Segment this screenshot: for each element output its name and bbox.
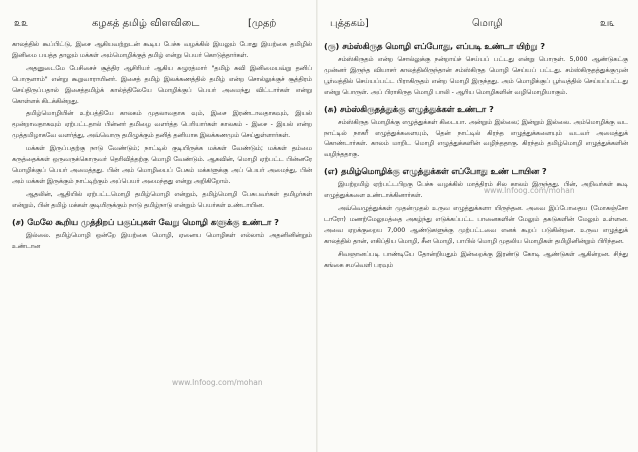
left-running-title: கழகத் தமிழ் விளவிடை [92, 18, 200, 29]
question-text: சம்ஸ்கிருத மொழி எப்போது, எப்படி உண்டா யிற்று ? [342, 41, 546, 51]
question-number: (ரு) [324, 41, 340, 51]
right-running-title: மொழி [472, 18, 503, 29]
question-text: மேலே கூறிய முத்திறப் பகுப்புகள் வேறு மொழி களுக்கு உண்டா ? [27, 216, 279, 227]
left-paragraph: தமிழ்மொழியின் உற்பத்தியே காலகம் முதலாவதாக வும், இசை இரண்டாவதாகவும், இயல் மூன்றாவதாகவும் ஏற்பட்டதால் பின்னர் தமிழை வளர்த்த பெரியார்கள் காலகம் - இசை - இயல் என்ற முத்தமிழாகவே வளர்த்து, அவ்வொரு தமிழுக்கும் தனித் தனியாக இலக்கணமும் செய்துள்ளார்கள். [12, 110, 312, 140]
question-text: தமிழ்மொழிக்கு எழுத்துக்கள் எப்போது உண் டாயின ? [341, 166, 547, 177]
left-answer: இல்லை. தமிழ்மொழி ஒன்றே இயற்கை மொழி, ஏனைய மொழிகள் எல்லாம் அதனினின்றும் உண்டான [12, 231, 312, 250]
left-paragraph: காலத்தில் கூப்பிட்டு, இசை ஆகியவற்றுடன் கூடிய பேச்சு வழக்கில் இயலும் போது இயற்கை தமிழில் இனிமை பயத்த தாலும் மக்கள் அம்மொழிக்குத் தமிழ் என்று பெயர் கொடுத்தார்கள். [12, 41, 312, 59]
left-page [12, 6, 312, 448]
question-text: சம்ஸ்கிருதத்துக்கு எழுத்துக்கள் உண்டா ? [340, 103, 494, 114]
right-paragraph: சம்ஸ்கிருதம் என்ற சொல்லுக்கு நன்றாய்ச் செய்யப் பட்டது என்று பொருள். 5,000 ஆண்டுகட்கு முன்னர் இருந்த வியாசர் காலத்திலிருந்தான் சம்ஸ்கிருத மொழி செய்யப் பட்டது. சம்ஸ்கிருதத்துக்குமுன் பூர்வத்தில் செய்யப்பட்ட பிராகிருதம் என்ற மொழி இருந்தது. அம் மொழிக்குப் பூர்வத்தில் செய்யப்பட்டது என்று பொருள். அப் பிராகிருத மொழி பாலி - ஆரிய மொழிகளின் வழிமொழியாகும். [324, 56, 628, 96]
left-page-number: ௨௨ [14, 18, 29, 29]
left-question [12, 216, 312, 228]
right-page [324, 6, 628, 448]
right-question [324, 103, 628, 115]
right-page-header [324, 6, 628, 36]
right-question [324, 40, 628, 52]
right-paragraph: சிவஞானப்படி பாண்டியே தோன்றியதும் இன்றைக்கு இரண்டு கோடி ஆண்டுகள் ஆகின்றன. சிந்து கங்கை சமவெளி பரவும் [324, 250, 628, 269]
question-number: (எ) [324, 166, 339, 177]
left-paragraph: ஆதலின், ஆதியில் ஏற்பட்டமொழி தமிழ்மொழி என்றும், தமிழ்மொழி பேசுபவர்கள் தமிழர்கள் என்றும், பின் தமிழ் மக்கள் குடியிருக்கும் நாடு தமிழ்நாடு என்றும் பெயர்கள் உண்டாயின. [12, 190, 312, 209]
left-paragraph: அதனுடைமே பேசிசைச் சூத்திர ஆசிரியர் ஆகிய சுழுரத்மார் "தமிழ் சுவி இனிமையவ்று தனிப் பொருளாம்" என்று கூறுவாராயினர். இசைத் தமிழ் இலக்கணத்தில் தமிழ் என்ற சொல்லுக்குச் சூத்திரம் செய்திருப்பதால் இசைத்தமிழ்க் கால்த்திலேயே மொழிக்குப் பெயர் அமைந்து விட்டார்கள் என்று கொள்ளக் கிடக்கின்றது. [12, 64, 312, 105]
question-number: (ச) [12, 216, 25, 227]
right-watermark: www.Infoog.com/mohan [484, 186, 575, 195]
right-question [324, 165, 628, 177]
left-page-header [12, 6, 312, 36]
left-paragraph: மக்கள் இருப்பதற்கு நாடு வேண்டும்; நாட்டில் குடியிருக்க மக்கள் வேண்டும்; மக்கள் தம்மை கருத்தைக்கள் ஒருவருக்கொருவர் தெரிவித்தற்கு மொழி வேண்டும். ஆகவின், மொழி ஏற்பட்ட பின்னரே மொழிக்குப் பெயர் அமைத்தது. பின் அம் மொழியைப் பேசும் மக்களுக்கு அப் பெயர் அமைந்து, பின் அம் மக்கள் இருக்கும் நாட்டிற்கும் அப்பெயர் அமைந்தது என்று அறிகிறோம். [12, 145, 312, 185]
right-paragraph: சம்ஸ்கிருத மொழிக்கு எழுத்துக்கள் கிடையா. அன்றும் இல்லை; இன்றும் இல்லை. அம்மொழிக்கு வட நாட்டில் நாகரீ எழுத்துக்களையும், தென் நாட்டில் கிரந்த எழுத்துக்களையும் வடவர் அமைத்துக் கொண்டார்கள். காலம் மாறிட மொழி எழுத்துக்களின் வழிந்ததாகு. கிரந்தம் தமிழ்மொழி எழுத்துக்களின் வழிந்ததாகு. [324, 118, 628, 159]
right-paragraph: இயற்றமிழ் ஏற்பட்டபிறகு பேச்சு வழக்கில் மாத்திரம் சில காலம் இருந்தது. பின், அறிவர்கள் கூடி எழுத்துக்களை உண்டாக்கினார்கள். [324, 181, 628, 200]
left-watermark: www.Infoog.com/mohan [172, 378, 263, 387]
right-page-body [324, 40, 628, 272]
question-number: (சு) [324, 103, 337, 114]
right-section-label: புத்தகம்] [330, 18, 369, 29]
book-gutter [316, 0, 318, 452]
right-paragraph: அவ்வெழுத்துக்கள் முதன்முதல் உருவ எழுத்துக்களா யிருந்தன. அவை இப்போதைய (மோகஞ்சோ டாரோ) மணற்மேலுமத்தை அகழ்ந்து எடுக்கப்பட்ட பானைகளின் மேலும் தகடுகளின் மேலும் உள்ளன. அவை ஏறக்குறைய 7,000 ஆண்டுகளுக்கு முற்பட்டவை எனக் கூறப் படுகின்றன. உருவ எழுத்துக் காலத்தில் தான், எகிப்திய மொழி, சீன மொழி, பாபில் மொழி முதலிய மொழிகள் தமிழினின்றும் பிரிந்தன. [324, 205, 628, 245]
right-page-number: ௨௩ [600, 18, 615, 29]
left-section-label: [முதற் [248, 18, 277, 29]
